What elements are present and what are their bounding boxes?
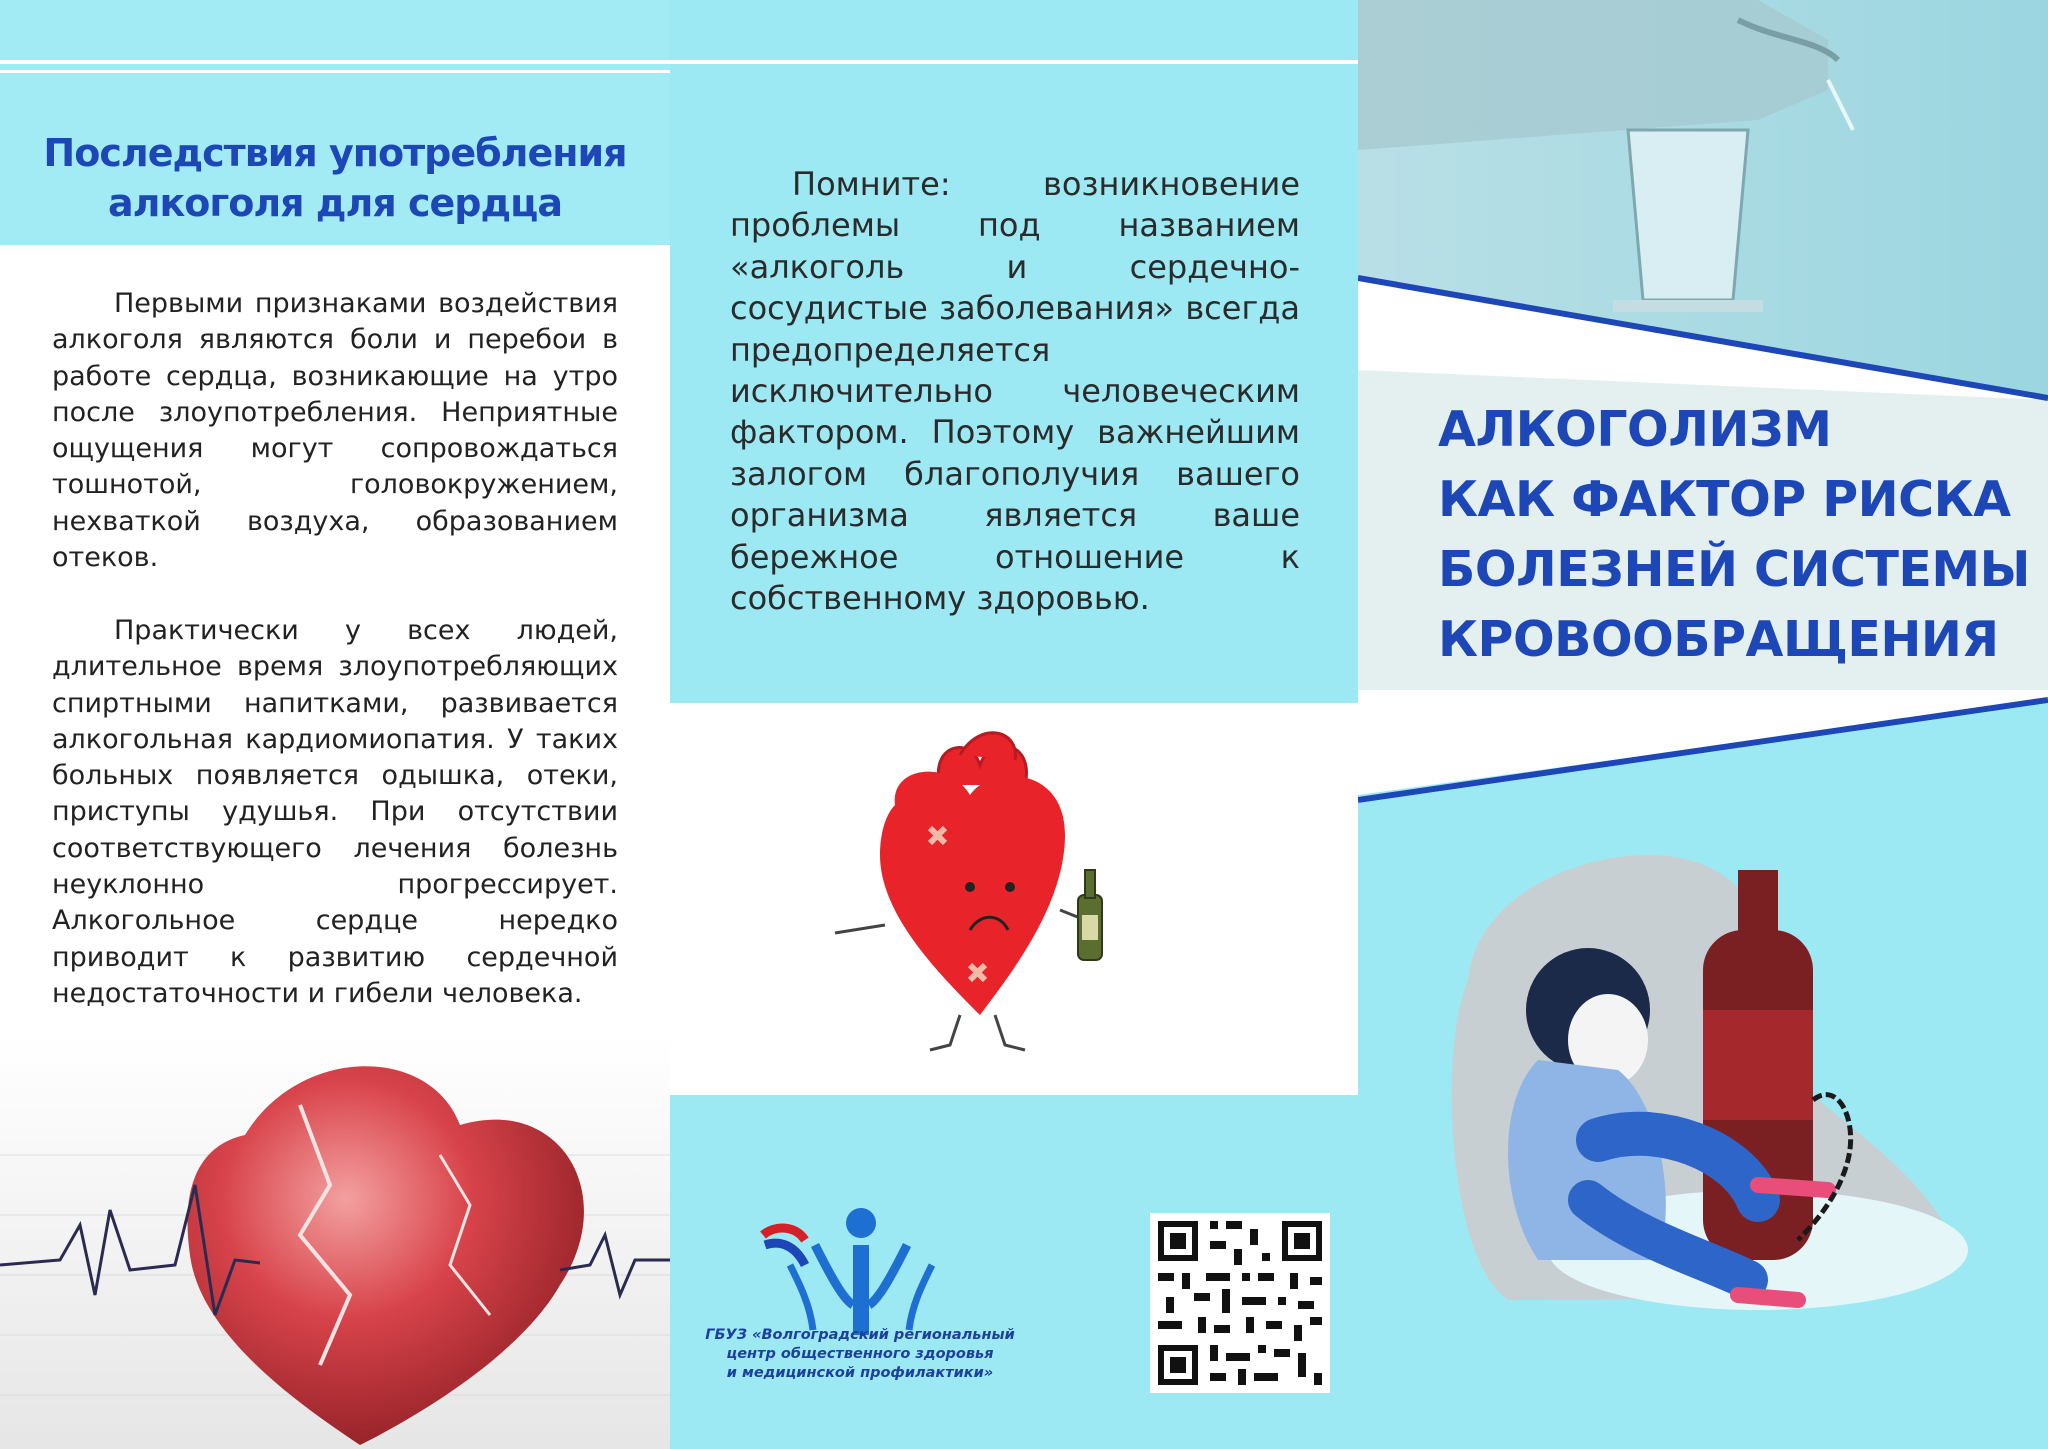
caption-line-2: центр общественного здоровья bbox=[726, 1346, 994, 1362]
middle-stripe bbox=[670, 60, 1358, 64]
left-title-line-1: Последствия употребления bbox=[43, 131, 627, 175]
reminder-text: Помните: возникновение проблемы под названием «алкоголь и сердечно-сосудистые заболевания» всегда предопределяется исключительно человеческим фактором. Поэтому важнейшим залогом благополучия вашего организма является ваше бережное отношение к собственному здоровью. bbox=[730, 165, 1300, 618]
left-panel-title bbox=[20, 128, 650, 228]
left-paragraph-2: Практически у всех людей, длительное время злоупотребляющих спиртными напитками, развивается алкогольная кардиомиопатия. У таких больных появляется одышка, отеки, приступы удушья. При отсутствии соответствующего лечения болезнь неуклонно прогрессирует. Алкогольное сердце нередко приводит к развитию сердечной недостаточности и гибели человека. bbox=[52, 615, 618, 1009]
caption-line-1: ГБУЗ «Волгоградский региональный bbox=[705, 1327, 1015, 1343]
caption-line-3: и медицинской профилактики» bbox=[726, 1365, 994, 1381]
broken-heart-ecg-image bbox=[0, 1035, 670, 1449]
left-title-line-2: алкоголя для сердца bbox=[108, 181, 562, 225]
right-title-line-4: КРОВООБРАЩЕНИЯ bbox=[1438, 611, 1999, 668]
organization-caption bbox=[700, 1326, 1020, 1383]
right-title-line-2: КАК ФАКТОР РИСКА bbox=[1438, 471, 2011, 528]
left-paragraph-1: Первыми признаками воздействия алкоголя являются боли и перебои в работе сердца, возникающие на утро после злоупотребления. Неприятные ощущения могут сопровождаться тошнотой, головокружением, нехваткой воздуха, образованием отеков. bbox=[52, 288, 618, 574]
sad-heart-with-bottle-icon bbox=[820, 725, 1180, 1075]
qr-code-icon[interactable] bbox=[1150, 1213, 1330, 1393]
right-panel-graphics bbox=[1358, 0, 2048, 1449]
right-title-line-1: АЛКОГОЛИЗМ bbox=[1438, 401, 1832, 458]
right-panel-title bbox=[1438, 395, 2038, 675]
right-title-line-3: БОЛЕЗНЕЙ СИСТЕМЫ bbox=[1438, 541, 2030, 598]
